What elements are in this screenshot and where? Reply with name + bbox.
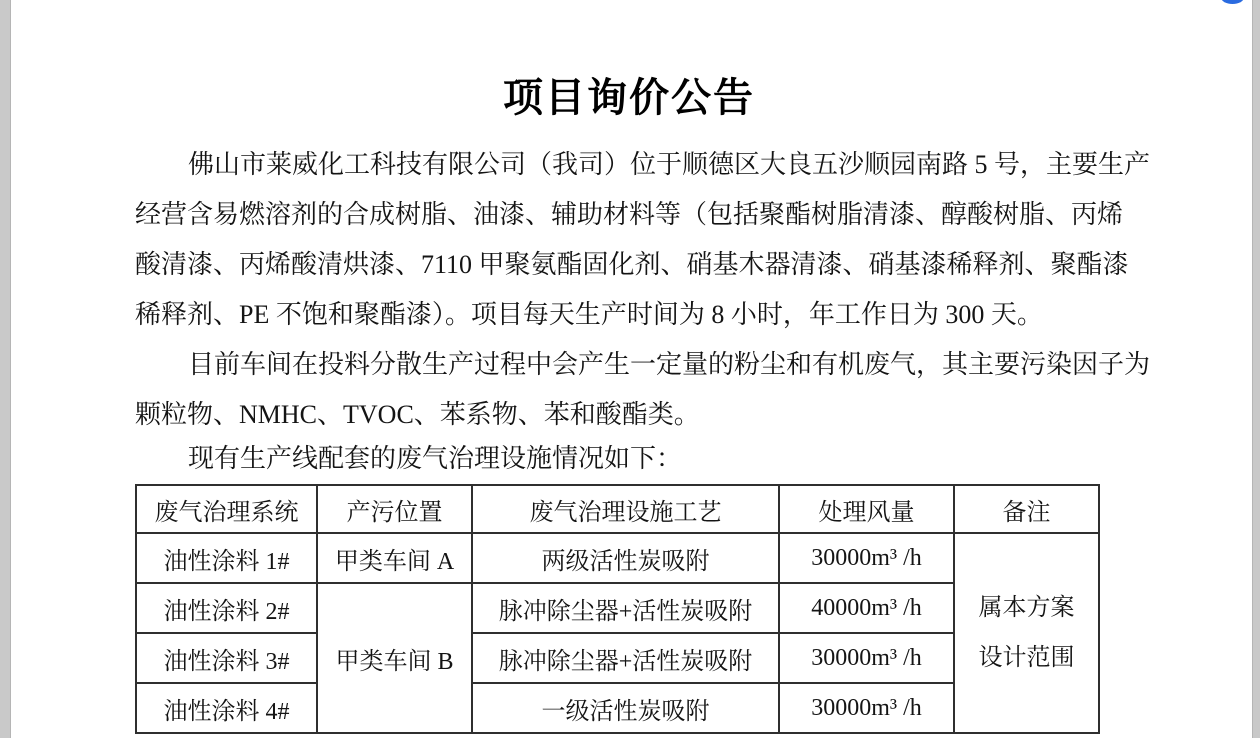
cell-airflow: 40000m³ /h xyxy=(779,583,954,633)
page-title: 项目询价公告 xyxy=(503,75,755,120)
remark-line2: 设计范围 xyxy=(978,645,1075,671)
document-content xyxy=(135,72,1151,734)
cell-process: 脉冲除尘器+活性炭吸附 xyxy=(472,633,779,683)
cell-location: 甲类车间 A xyxy=(317,533,472,583)
header-airflow: 处理风量 xyxy=(779,485,954,533)
document-page xyxy=(10,0,1253,738)
cell-process: 两级活性炭吸附 xyxy=(472,533,779,583)
paragraph2-line2: 颗粒物、NMHC、TVOC、苯系物、苯和酸酯类。 xyxy=(135,400,700,429)
header-remark: 备注 xyxy=(954,485,1099,533)
header-process: 废气治理设施工艺 xyxy=(472,485,779,533)
cell-airflow: 30000m³ /h xyxy=(779,683,954,733)
cell-airflow: 30000m³ /h xyxy=(779,533,954,583)
cell-process: 脉冲除尘器+活性炭吸附 xyxy=(472,583,779,633)
cell-airflow: 30000m³ /h xyxy=(779,633,954,683)
cell-system: 油性涂料 1# xyxy=(136,533,317,583)
cell-remark-merged xyxy=(954,533,1099,733)
paragraph2-line1: 目前车间在投料分散生产过程中会产生一定量的粉尘和有机废气，其主要污染因子为 xyxy=(188,350,1151,379)
paragraph3-line1: 现有生产线配套的废气治理设施情况如下： xyxy=(188,444,683,473)
paragraph1-line1: 佛山市莱威化工科技有限公司（我司）位于顺德区大良五沙顺园南路 5 号，主要生产 xyxy=(188,150,1151,179)
table-header-row xyxy=(136,485,1099,533)
paragraph1-line4: 稀释剂、PE 不饱和聚酯漆）。项目每天生产时间为 8 小时，年工作日为 300 天。 xyxy=(135,300,1043,329)
header-location: 产污位置 xyxy=(317,485,472,533)
paragraph1-line2: 经营含易燃溶剂的合成树脂、油漆、辅助材料等（包括聚酯树脂清漆、醇酸树脂、丙烯 xyxy=(135,200,1124,229)
header-system: 废气治理系统 xyxy=(136,485,317,533)
waste-gas-table xyxy=(135,484,1100,734)
table-row xyxy=(136,533,1099,583)
cell-process: 一级活性炭吸附 xyxy=(472,683,779,733)
paragraph1-line3: 酸清漆、丙烯酸清烘漆、7110 甲聚氨酯固化剂、硝基木器清漆、硝基漆稀释剂、聚酯漆 xyxy=(135,250,1129,279)
remark-line1: 属本方案 xyxy=(978,595,1075,621)
cell-system: 油性涂料 3# xyxy=(136,633,317,683)
cell-system: 油性涂料 4# xyxy=(136,683,317,733)
cell-location-merged: 甲类车间 B xyxy=(317,583,472,733)
cell-system: 油性涂料 2# xyxy=(136,583,317,633)
